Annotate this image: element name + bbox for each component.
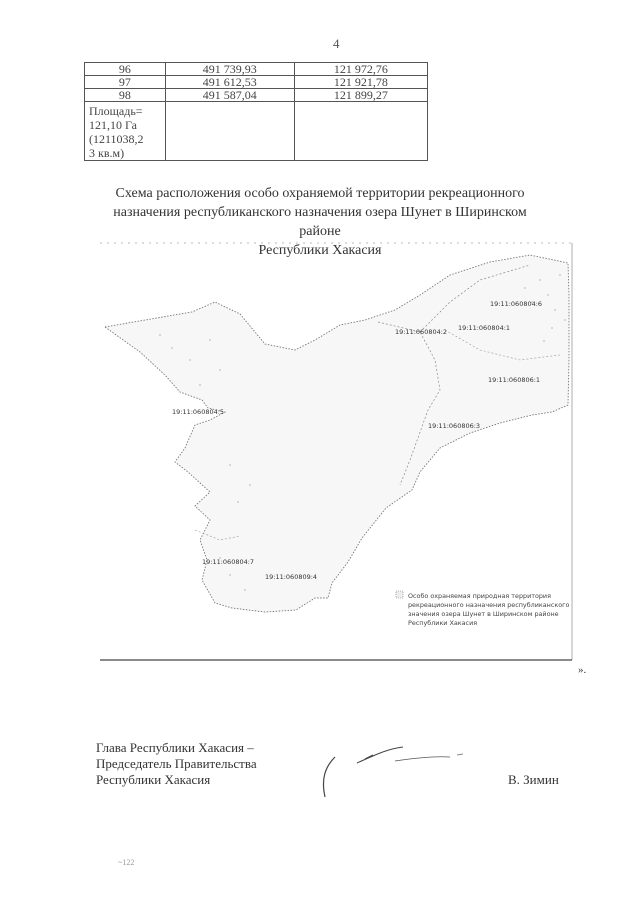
page-number: 4 — [333, 36, 340, 51]
y-coordinate: 121 921,78 — [294, 76, 427, 89]
y-coordinate: 121 899,27 — [294, 89, 427, 102]
plot-label: 19:11:060806:1 — [488, 376, 541, 384]
caption-line: назначения республиканского назначения озера Шунет в Ширинском районе — [113, 205, 527, 239]
plot-label: 19:11:060804:1 — [458, 324, 511, 332]
handwritten-signature — [315, 745, 475, 805]
closing-quote: ». — [578, 664, 587, 676]
signatory-name: В. Зимин — [508, 772, 559, 787]
point-number: 97 — [85, 76, 166, 89]
plot-label: 19:11:060804:5 — [172, 408, 225, 416]
table-row-area — [85, 102, 428, 161]
plot-label: 19:11:060804:7 — [202, 558, 255, 566]
plot-label: 19:11:060804:6 — [490, 300, 543, 308]
legend-text: Республики Хакасия — [408, 619, 478, 627]
area-line: 3 кв.м) — [89, 146, 125, 160]
area-line: (1211038,2 — [89, 132, 144, 146]
plot-label: 19:11:060806:3 — [428, 422, 481, 430]
legend-swatch — [396, 591, 403, 598]
footer-mark: ~122 — [118, 858, 135, 867]
empty-cell — [165, 102, 294, 161]
legend-text: Особо охраняемая природная территория — [408, 592, 551, 600]
caption-line: Схема расположения особо охраняемой территории рекреационного — [115, 186, 525, 201]
y-coordinate: 121 972,76 — [294, 63, 427, 76]
territory-map — [100, 240, 580, 665]
legend-text: значения озера Шунет в Ширинском районе — [408, 610, 559, 618]
territory-boundary — [105, 255, 569, 612]
caption-line: Республики Хакасия — [258, 243, 382, 258]
signatory-line: Председатель Правительства — [96, 756, 257, 771]
signatory-line: Республики Хакасия — [96, 772, 211, 787]
x-coordinate: 491 612,53 — [165, 76, 294, 89]
table-row — [85, 89, 428, 102]
area-line: Площадь= — [89, 104, 143, 118]
plot-label: 19:11:060804:2 — [395, 328, 448, 336]
legend-text: рекреационного назначения республиканского — [408, 601, 570, 609]
x-coordinate: 491 587,04 — [165, 89, 294, 102]
empty-cell — [294, 102, 427, 161]
table-row — [85, 76, 428, 89]
signatory-line: Глава Республики Хакасия – — [96, 740, 254, 755]
x-coordinate: 491 739,93 — [165, 63, 294, 76]
coordinates-table — [84, 62, 428, 161]
table-row — [85, 63, 428, 76]
area-line: 121,10 Га — [89, 118, 137, 132]
point-number: 96 — [85, 63, 166, 76]
signatory-title — [96, 740, 257, 788]
point-number: 98 — [85, 89, 166, 102]
plot-label: 19:11:060809:4 — [265, 573, 318, 581]
area-cell — [85, 102, 166, 161]
